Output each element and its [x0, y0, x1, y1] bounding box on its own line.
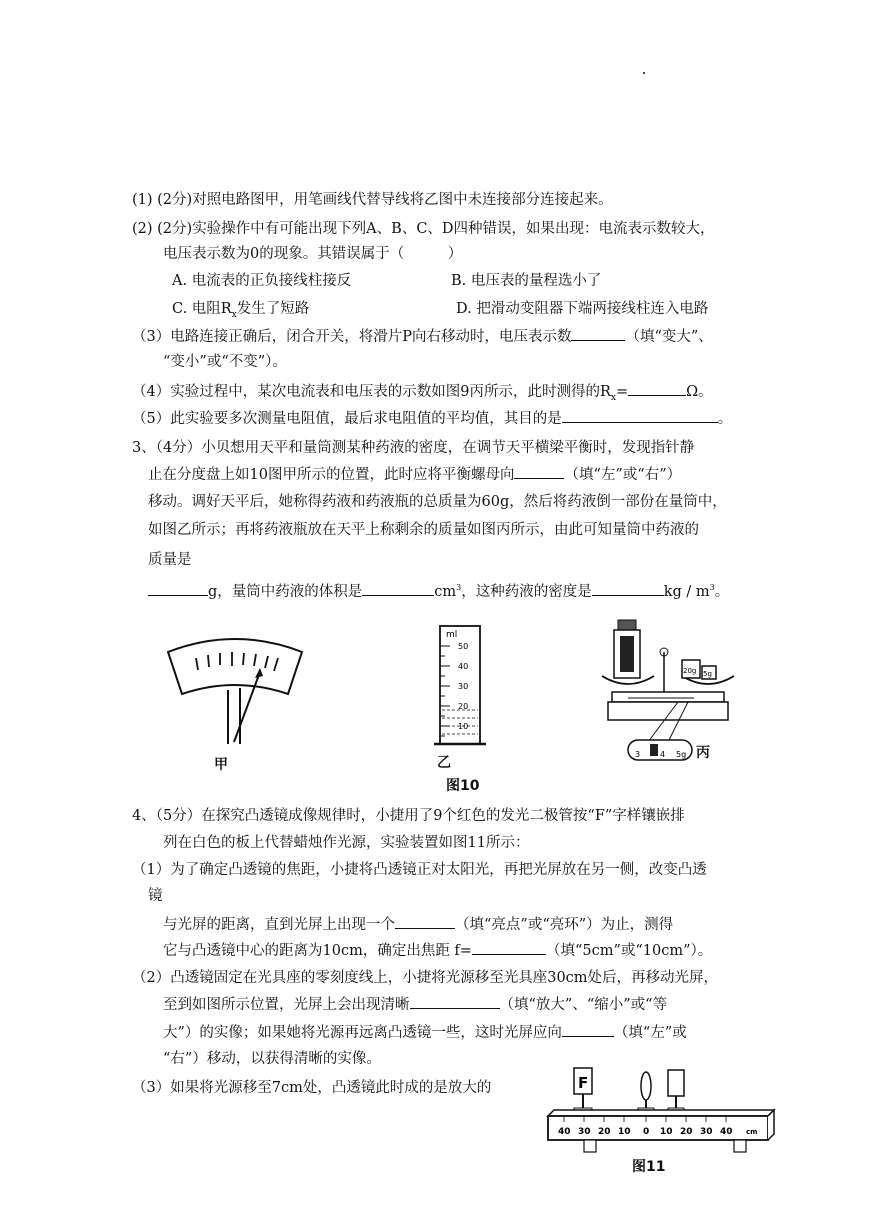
- fig10-balance: [598, 612, 738, 772]
- q2-part3-line2: “变小”或“不变”）。: [163, 354, 287, 370]
- q4-part1-line3: 与光屏的距离，直到光屏上出现一个 （填“亮点”或“亮环”）为止，测得: [163, 914, 673, 935]
- fig10-label-jia: 甲: [214, 757, 228, 773]
- fig10-dial: [160, 632, 310, 747]
- cyl-tick: 10: [458, 722, 469, 731]
- q4-part3: （3）如果将光源移至7cm处，凸透镜此时成的是放大的: [132, 1080, 492, 1096]
- answer-blank[interactable]: [571, 326, 625, 341]
- bench-tick: 40: [720, 1127, 733, 1137]
- answer-blank[interactable]: [562, 1022, 614, 1037]
- q4-part1-line4: 它与凸透镜中心的距离为10cm，确定出焦距 f= （填“5cm”或“10cm”）。: [163, 940, 712, 961]
- q2-option-a: A. 电流表的正负接线柱接反: [172, 273, 352, 289]
- q3-line3: 移动。调好天平后，她称得药液和药液瓶的总质量为60g，然后将药液倒一部份在量筒中，: [148, 494, 727, 510]
- bench-unit: cm: [746, 1128, 758, 1136]
- bench-tick: 20: [680, 1127, 693, 1137]
- q4-part2-line1: （2）凸透镜固定在光具座的零刻度线上，小捷将光源移至光具座30cm处后，再移动光屏，: [132, 970, 719, 986]
- q2-option-c: C. 电阻$R_x$发生了短路: [172, 301, 310, 320]
- q3-line6: g，量筒中药液的体积是 $cm^3$，这种药液的密度是 kg / $m^3$。: [148, 578, 729, 602]
- scale-tick: 5g: [676, 750, 687, 759]
- q4-part2-line4: “右”）移动，以获得清晰的实像。: [163, 1051, 381, 1067]
- page-dot: [643, 72, 645, 74]
- fig10-label-yi: 乙: [437, 755, 451, 771]
- q4-part2-line3: 大”）的实像；如果她将光源再远离凸透镜一些，这时光屏应向 （填“左”或: [163, 1022, 687, 1043]
- q2-part5: （5）此实验要多次测量电阻值，最后求电阻值的平均值，其目的是 。: [132, 408, 732, 429]
- q3-line5: 质量是: [148, 552, 192, 568]
- cyl-tick: 30: [458, 682, 469, 691]
- fig11-caption: 图11: [632, 1159, 666, 1175]
- answer-blank[interactable]: [514, 464, 564, 479]
- bench-tick: 0: [643, 1127, 650, 1137]
- q2-part1: (1) (2分)对照电路图甲，用笔画线代替导线将乙图中未连接部分连接起来。: [132, 192, 613, 208]
- answer-blank[interactable]: [410, 994, 500, 1009]
- q2-part2-line2: 电压表示数为0的现象。其错误属于（ ）: [163, 246, 463, 262]
- q4-line1: 4、（5分）在探究凸透镜成像规律时，小捷用了9个红色的发光二极管按“F”字样镶嵌排: [132, 808, 685, 824]
- q2-part2-line1: (2) (2分)实验操作中有可能出现下列A、B、C、D四种错误，如果出现：电流表示数较大，: [132, 221, 715, 237]
- fig10-caption: 图10: [446, 778, 480, 794]
- q2-option-b: B. 电压表的量程选小了: [451, 273, 602, 289]
- q4-part1-line1: （1）为了确定凸透镜的焦距，小捷将凸透镜正对太阳光，再把光屏放在另一侧，改变凸透: [132, 862, 707, 878]
- q4-part2-line2: 至到如图所示位置，光屏上会出现清晰 （填“放大”、“缩小”或“等: [163, 994, 667, 1015]
- answer-blank[interactable]: [628, 381, 686, 396]
- scale-tick: 4: [660, 750, 666, 759]
- fig10-label-bing: 丙: [696, 745, 710, 761]
- bench-tick: 40: [558, 1127, 571, 1137]
- q2-option-d: D. 把滑动变阻器下端两接线柱连入电路: [456, 301, 709, 317]
- answer-blank[interactable]: [472, 940, 546, 955]
- fig11-optical-bench: [538, 1062, 778, 1162]
- cylinder-unit: ml: [446, 630, 458, 640]
- q4-part1-line2: 镜: [148, 888, 163, 904]
- answer-blank[interactable]: [148, 581, 208, 596]
- answer-blank[interactable]: [592, 581, 664, 596]
- q2-part3-line1: （3）电路连接正确后，闭合开关，将滑片P向右移动时，电压表示数 （填“变大”、: [132, 326, 713, 347]
- cyl-tick: 40: [458, 662, 469, 671]
- bench-tick: 20: [598, 1127, 611, 1137]
- bench-tick: 30: [578, 1127, 591, 1137]
- weight-20g: 20g: [683, 667, 697, 675]
- weight-5g: 5g: [703, 670, 712, 678]
- answer-blank[interactable]: [362, 581, 434, 596]
- q2-part4: （4）实验过程中，某次电流表和电压表的示数如图9丙所示，此时测得的$R_x= \Omega$。: [132, 381, 713, 408]
- bench-tick: 10: [660, 1127, 673, 1137]
- bench-tick: 30: [700, 1127, 713, 1137]
- cyl-tick: 50: [458, 642, 469, 651]
- q3-line1: 3、（4分）小贝想用天平和量筒测某种药液的密度，在调节天平横梁平衡时，发现指针静: [132, 440, 695, 456]
- q3-line4: 如图乙所示；再将药液瓶放在天平上称剩余的质量如图丙所示，由此可知量筒中药液的: [148, 522, 699, 538]
- q4-line2: 列在白色的板上代替蜡烛作光源，实验装置如图11所示：: [163, 835, 530, 851]
- answer-blank[interactable]: [395, 914, 455, 929]
- bench-tick: 10: [618, 1127, 631, 1137]
- f-light-source: F: [578, 1074, 589, 1092]
- answer-blank[interactable]: [562, 408, 718, 423]
- q3-line2: 止在分度盘上如10图甲所示的位置，此时应将平衡螺母向 （填“左”或“右”）: [148, 464, 681, 485]
- cyl-tick: 20: [458, 702, 469, 711]
- scale-tick: 3: [635, 750, 641, 759]
- fig10-cylinder: [432, 622, 492, 750]
